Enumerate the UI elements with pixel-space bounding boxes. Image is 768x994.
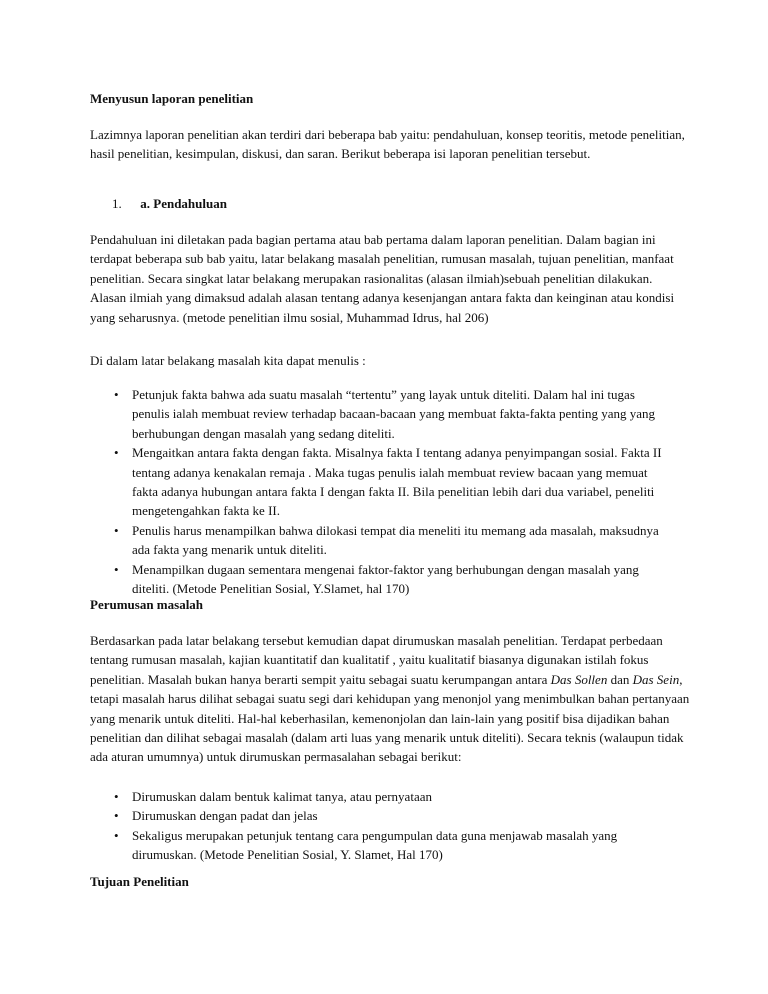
tujuan-heading: Tujuan Penelitian	[90, 874, 189, 889]
bullet-icon: •	[114, 827, 119, 843]
list-item: • Dirumuskan dengan padat dan jelas	[90, 806, 670, 825]
perumusan-bullet-list	[90, 787, 670, 865]
pendahuluan-block	[90, 230, 690, 327]
document-title: Menyusun laporan penelitian	[90, 91, 254, 106]
bullet-icon: •	[114, 522, 119, 538]
bullet-icon: •	[114, 445, 119, 461]
latar-intro-block	[90, 351, 690, 370]
bullet-icon: •	[114, 561, 119, 577]
bullet-icon: •	[114, 808, 119, 824]
numbered-item-number: 1.	[112, 196, 122, 211]
latar-bullet-list	[90, 385, 670, 598]
perumusan-paragraph: Berdasarkan pada latar belakang tersebut kemudian dapat dirumuskan masalah penelitian. Terdapat perbedaan tentang rumusan masalah, kajian kuantitatif dan kualitatif , yaitu kualitatif biasanya digunakan istilah fokus penelitian. Masalah bukan hanya berarti sempit yaitu sebagai suatu kerumpangan antara Das Sollen dan Das Sein, tetapi masalah harus dilihat sebagai suatu segi dari kehidupan yang menonjol yang menimbulkan bahan pertanyaan yang menarik untuk diteliti. Hal-hal keberhasilan, kemenonjolan dan lain-lain yang positif bisa dijadikan bahan penelitian dan dilihat sebagai masalah (dalam arti luas yang menarik untuk diteliti). Secara teknis (walaupun tidak ada aturan umumnya) untuk dirumuskan permasalahan sebagai berikut:	[90, 633, 690, 765]
intro-paragraph-block	[90, 125, 690, 164]
pendahuluan-paragraph: Pendahuluan ini diletakan pada bagian pertama atau bab pertama dalam laporan penelitian. Dalam bagian ini terdapat beberapa sub bab yaitu, latar belakang masalah penelitian, rumusan masalah, tujuan penelitian, manfaat penelitian. Secara singkat latar belakang merupakan rasionalitas (alasan ilmiah)sebuah penelitian dilakukan. Alasan ilmiah yang dimaksud adalah alasan tentang adanya kesenjangan antara fakta dan keinginan atau kondisi yang seharusnya. (metode penelitian ilmu sosial, Muhammad Idrus, hal 206)	[90, 232, 675, 325]
das-sollen-term: Das Sollen	[550, 671, 608, 687]
list-item: • Petunjuk fakta bahwa ada suatu masalah “tertentu” yang layak untuk diteliti. Dalam hal ini tugas penulis ialah membuat review terhadap bacaan-bacaan yang membuat fakta-fakta penting yang yang berhubungan dengan masalah yang sedang diteliti.	[114, 387, 656, 441]
list-item: • Mengaitkan antara fakta dengan fakta. Misalnya fakta I tentang adanya penyimpangan sosial. Fakta II tentang adanya kenakalan remaja . Maka tugas penulis ialah membuat review bacaan yang memuat fakta adanya hubungan antara fakta I dengan fakta II. Bila penelitian lebih dari dua variabel, peneliti mengetengahkan fakta ke II.	[114, 445, 662, 519]
list-item: • Dirumuskan dalam bentuk kalimat tanya, atau pernyataan	[90, 787, 670, 806]
list-item: • Menampilkan dugaan sementara mengenai faktor-faktor yang berhubungan dengan masalah yang diteliti. (Metode Penelitian Sosial, Y.Slamet, hal 170)	[114, 561, 639, 597]
das-sein-term: Das Sein	[632, 671, 680, 687]
latar-intro-text: Di dalam latar belakang masalah kita dapat menulis :	[90, 353, 366, 368]
bullet-icon: •	[114, 789, 119, 804]
intro-paragraph: Lazimnya laporan penelitian akan terdiri dari beberapa bab yaitu: pendahuluan, konsep teoritis, metode penelitian, hasil penelitian, kesimpulan, diskusi, dan saran. Berikut beberapa isi laporan penelitian tersebut.	[90, 127, 685, 162]
numbered-item-label: a. Pendahuluan	[140, 196, 227, 211]
perumusan-heading: Perumusan masalah	[90, 597, 204, 612]
perumusan-block	[90, 631, 690, 767]
bullet-icon: •	[114, 387, 119, 402]
numbered-item-pendahuluan	[112, 196, 227, 212]
list-item: • Penulis harus menampilkan bahwa dilokasi tempat dia meneliti itu memang ada masalah, maksudnya ada fakta yang menarik untuk diteliti.	[114, 522, 659, 558]
list-item: • Sekaligus merupakan petunjuk tentang cara pengumpulan data guna menjawab masalah yang dirumuskan. (Metode Penelitian Sosial, Y. Slamet, Hal 170)	[114, 827, 618, 863]
